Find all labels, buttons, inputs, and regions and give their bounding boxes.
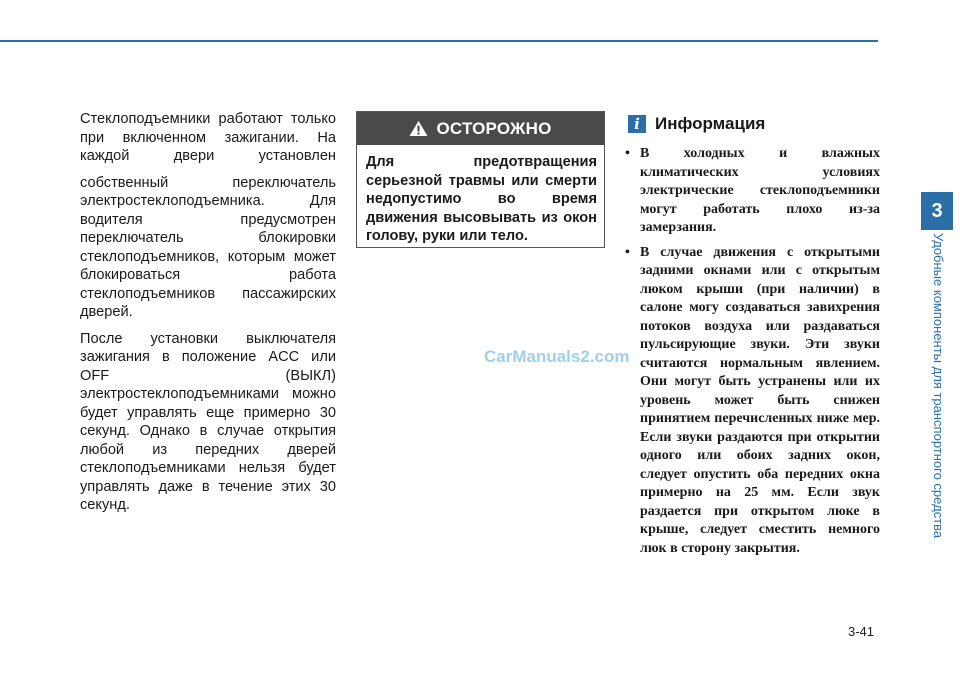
page-number: 3-41 <box>848 624 875 639</box>
info-title: Информация <box>655 114 766 133</box>
info-header <box>628 114 765 134</box>
warning-box <box>356 111 605 248</box>
chapter-title-text: Удобные компоненты для транспортного средства <box>931 233 946 539</box>
info-icon: i <box>628 115 646 133</box>
info-list <box>624 145 880 564</box>
paragraph-1: Стеклоподъемники работают только при включенном зажигании. На каждой двери установлен <box>80 111 336 164</box>
info-item-1: • В холодных и влажных климатических условиях электрические стеклоподъемники могут работать плохо из-за замерзания. <box>624 145 880 238</box>
header-rule <box>0 40 878 42</box>
left-column <box>80 110 336 523</box>
paragraph-2: собственный переключатель электростеклоподъемника. Для водителя предусмотрен переключатель блокировки стеклоподъемников, которым может блокироваться работа стеклоподъемников пассажирских дверей. <box>80 174 336 320</box>
info-item-2: • В случае движения с открытыми задними окнами или с открытым люком крыши (при наличии) в салоне могу создаваться завихрения потоков воздуха или раздаваться пульсирующие звуки. Эти звуки считаются нормальным явлением. Они могут быть устранены или их уровень может быть снижен принятием перечисленных ниже мер. Если звуки раздаются при открытии одного или обоих задних окон, следует опустить оба передних окна примерно на 25 мм. Если звук раздается при открытом люке в крыше, следует сместить немного люк в сторону закрытия. <box>624 244 880 559</box>
warning-header <box>357 112 604 145</box>
chapter-title <box>927 233 947 573</box>
paragraph-3: После установки выключателя зажигания в положение ACC или OFF (ВЫКЛ) электростеклоподъемниками можно будет управлять еще примерно 30 секунд. Однако в случае открытия любой из передних дверей стеклоподъемниками нельзя будет управлять даже в течение этих 30 секунд. <box>80 330 336 513</box>
chapter-tab: 3 <box>921 192 953 230</box>
watermark: CarManuals2.com <box>484 347 630 366</box>
warning-text: Для предотвращения серьезной травмы или смерти недопустимо во время движения высовывать из окон голову, руки или тело. <box>366 154 597 244</box>
warning-title: ОСТОРОЖНО <box>436 118 552 138</box>
warning-triangle-icon <box>409 120 428 137</box>
